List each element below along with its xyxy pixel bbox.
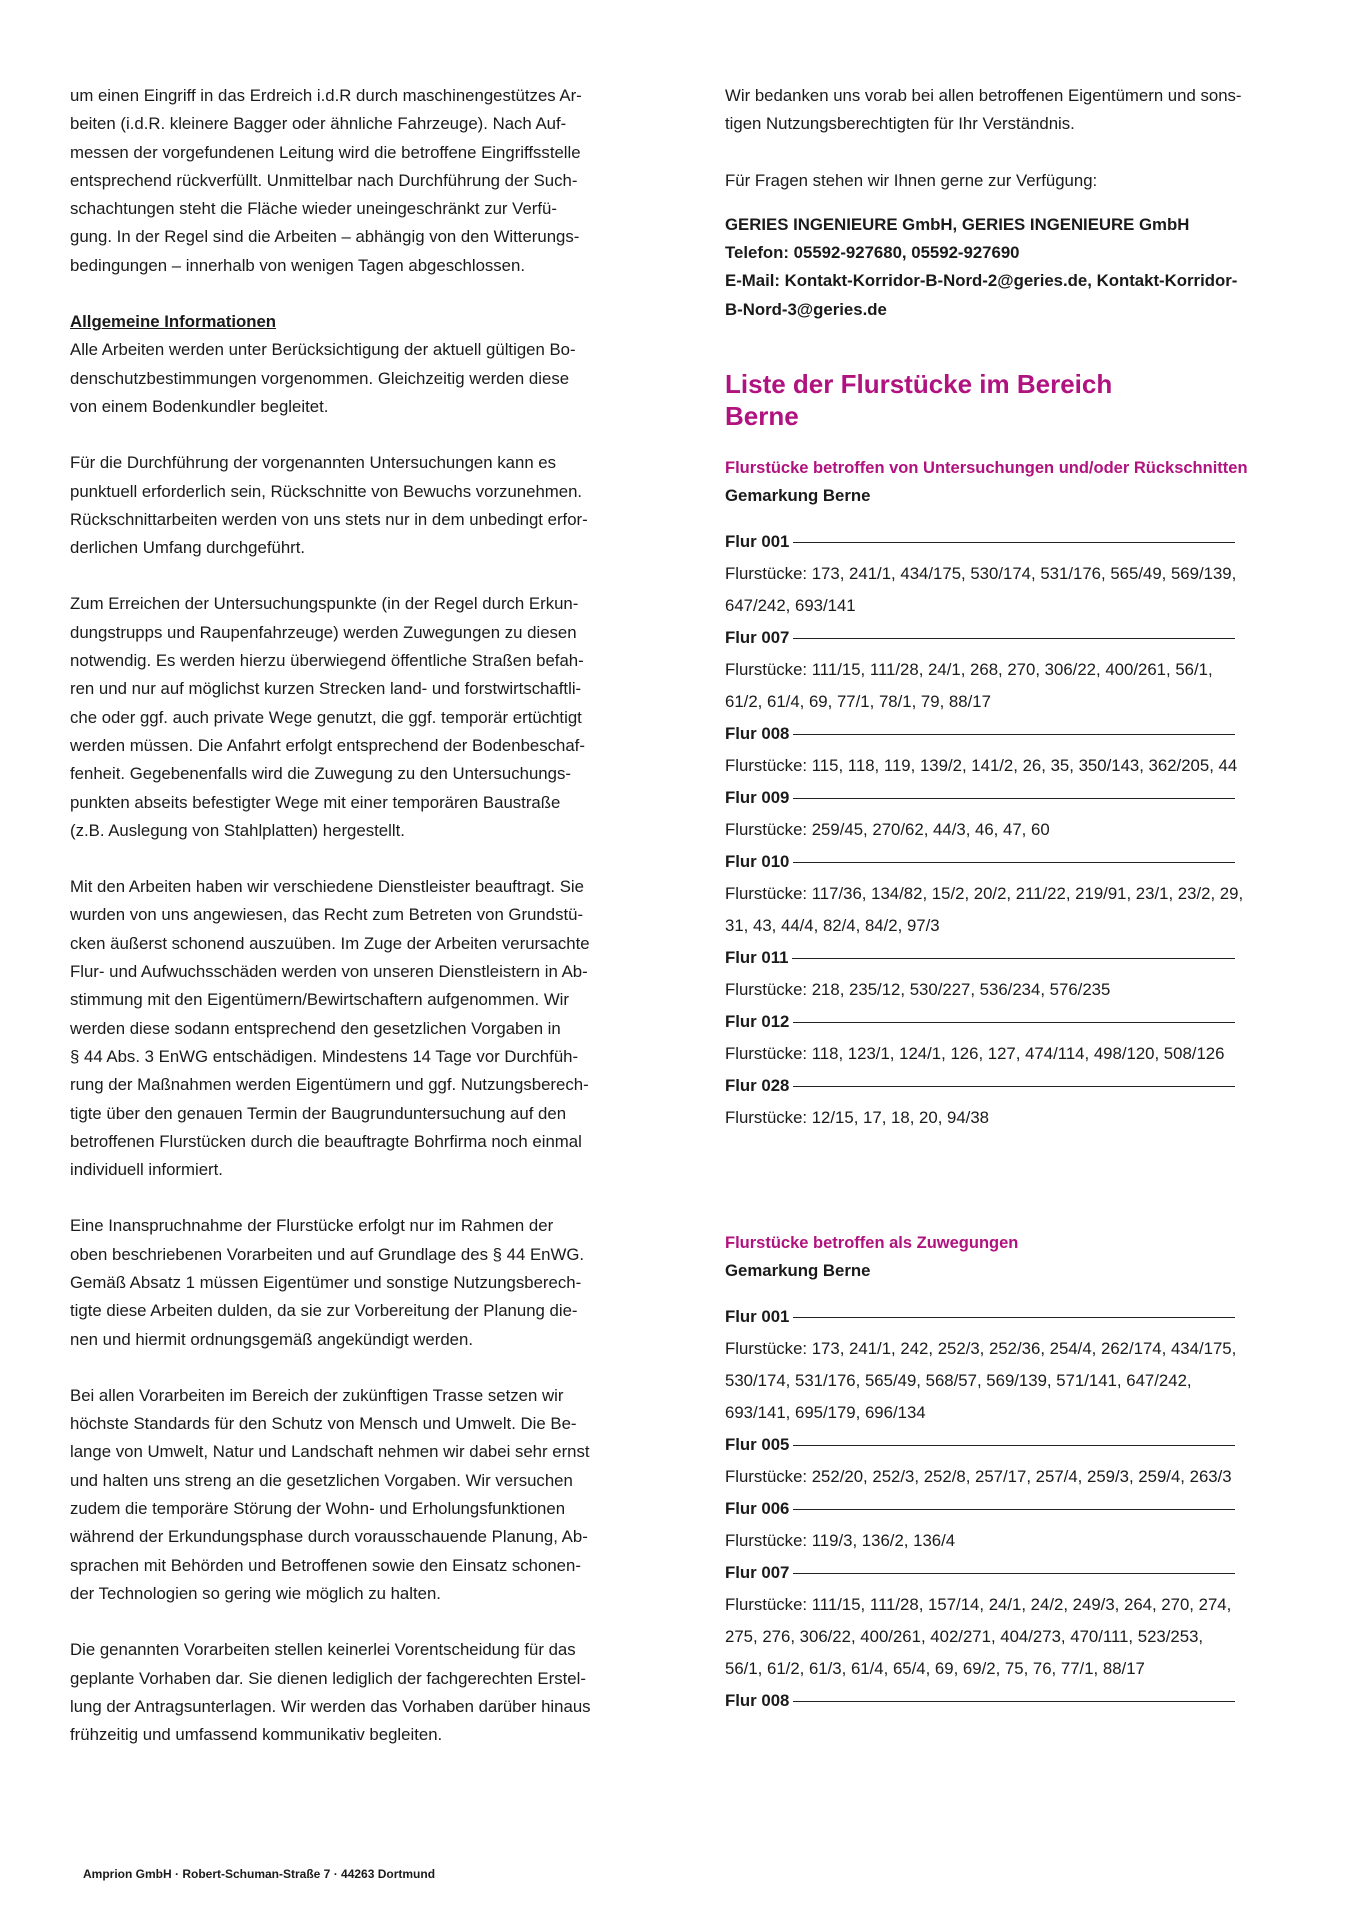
flur-divider <box>793 1509 1235 1510</box>
left-column <box>70 82 645 1777</box>
text-line: dungstrupps und Raupenfahrzeuge) werden Zuwegungen zu diesen <box>70 622 577 642</box>
flur-heading <box>725 846 1235 878</box>
text-line: beiten (i.d.R. kleinere Bagger oder ähnliche Fahrzeuge). Nach Auf- <box>70 114 567 134</box>
text-line: höchste Standards für den Schutz von Mensch und Umwelt. Die Be- <box>70 1414 577 1434</box>
contact-block <box>725 211 1310 324</box>
text-line: Wir bedanken uns vorab bei allen betroffenen Eigentümern und sons- <box>725 86 1242 105</box>
flur-heading <box>725 1557 1235 1589</box>
text-line: der Technologien so gering wie möglich zu halten. <box>70 1583 441 1603</box>
text-line: frühzeitig und umfassend kommunikativ begleiten. <box>70 1725 443 1745</box>
questions-text: Für Fragen stehen wir Ihnen gerne zur Verfügung: <box>725 170 1098 190</box>
flur-parcels <box>725 974 1310 1006</box>
text-line: betroffenen Flurstücken durch die beauftragte Bohrfirma noch einmal <box>70 1131 582 1151</box>
flur-name: Flur 007 <box>725 1563 790 1583</box>
flur-parcels <box>725 1589 1310 1685</box>
text-line: werden diese sodann entsprechend den gesetzlichen Vorgaben in <box>70 1018 561 1038</box>
text-line: wurden von uns angewiesen, das Recht zum Betreten von Grundstü- <box>70 905 584 925</box>
paragraph-environment <box>70 1382 645 1608</box>
parcel-line: Flurstücke: 252/20, 252/3, 252/8, 257/17, 257/4, 259/3, 259/4, 263/3 <box>725 1467 1232 1487</box>
text-line: che oder ggf. auch private Wege genutzt, die ggf. temporär ertüchtigt <box>70 707 582 727</box>
text-line: Telefon: 05592-927680, 05592-927690 <box>725 243 1020 263</box>
flur-name: Flur 010 <box>725 852 790 872</box>
flur-divider <box>793 862 1235 863</box>
text-line: (z.B. Auslegung von Stahlplatten) hergestellt. <box>70 820 405 840</box>
text-line: lung der Antragsunterlagen. Wir werden das Vorhaben darüber hinaus <box>70 1696 591 1716</box>
parcel-line: 647/242, 693/141 <box>725 596 856 616</box>
text-line: werden müssen. Die Anfahrt erfolgt entsprechend der Bodenbeschaf- <box>70 735 585 755</box>
paragraph-excavation <box>70 82 645 280</box>
flur-name: Flur 006 <box>725 1499 790 1519</box>
section-access <box>725 1229 1310 1717</box>
parcel-line: Flurstücke: 173, 241/1, 434/175, 530/174, 531/176, 565/49, 569/139, <box>725 564 1237 584</box>
flur-divider <box>793 1317 1235 1318</box>
flur-divider <box>792 958 1235 959</box>
flur-parcels <box>725 1333 1310 1429</box>
text-line: Alle Arbeiten werden unter Berücksichtigung der aktuell gültigen Bo- <box>70 340 576 360</box>
paragraph-service-providers <box>70 873 645 1184</box>
paragraph-access-routes <box>70 590 645 845</box>
text-line: und halten uns streng an die gesetzlichen Vorgaben. Wir versuchen <box>70 1470 573 1490</box>
text-line: Die genannten Vorarbeiten stellen keinerlei Vorentscheidung für das <box>70 1640 576 1660</box>
flur-divider <box>793 638 1235 639</box>
flur-parcels <box>725 1461 1310 1493</box>
paragraph-cutbacks <box>70 449 645 562</box>
flur-name: Flur 011 <box>725 948 789 968</box>
text-line: tigte über den genauen Termin der Baugrunduntersuchung auf den <box>70 1103 567 1123</box>
text-line: schachtungen steht die Fläche wieder uneingeschränkt zur Verfü- <box>70 199 557 219</box>
text-line: E-Mail: Kontakt-Korridor-B-Nord-2@geries.de, Kontakt-Korridor- <box>725 271 1238 291</box>
paragraph-thanks <box>725 82 1310 139</box>
paragraph-general-info <box>70 308 645 421</box>
text-line: rung der Maßnahmen werden Eigentümern und ggf. Nutzungsberech- <box>70 1075 589 1095</box>
parcel-line: Flurstücke: 111/15, 111/28, 24/1, 268, 270, 306/22, 400/261, 56/1, <box>725 660 1213 680</box>
paragraph-legal-basis <box>70 1212 645 1353</box>
flur-parcels <box>725 558 1310 622</box>
section-investigations <box>725 454 1310 1134</box>
flur-name: Flur 009 <box>725 788 790 808</box>
flur-parcels <box>725 1525 1310 1557</box>
flur-parcels <box>725 1102 1310 1134</box>
text-line: B-Nord-3@geries.de <box>725 299 887 319</box>
text-line: Flur- und Aufwuchsschäden werden von unseren Dienstleistern in Ab- <box>70 962 588 982</box>
section-investigations-title: Flurstücke betroffen von Untersuchungen und/oder Rückschnitten <box>725 459 1248 478</box>
paragraph-questions <box>725 167 1310 195</box>
parcel-line: 56/1, 61/2, 61/3, 61/4, 65/4, 69, 69/2, 75, 76, 77/1, 88/17 <box>725 1659 1145 1679</box>
footer-address: Amprion GmbH · Robert-Schuman-Straße 7 · 44263 Dortmund <box>83 1867 436 1881</box>
flur-divider <box>793 1701 1235 1702</box>
flur-heading <box>725 1070 1235 1102</box>
flur-divider <box>793 542 1235 543</box>
parcel-line: 31, 43, 44/4, 82/4, 84/2, 97/3 <box>725 916 940 936</box>
text-line: tigen Nutzungsberechtigten für Ihr Verständnis. <box>725 114 1075 134</box>
flur-name: Flur 008 <box>725 1691 790 1711</box>
flur-heading <box>725 526 1235 558</box>
text-line: Gemäß Absatz 1 müssen Eigentümer und sonstige Nutzungsberech- <box>70 1272 582 1292</box>
flur-heading <box>725 1685 1235 1717</box>
text-line: § 44 Abs. 3 EnWG entschädigen. Mindestens 14 Tage vor Durchfüh- <box>70 1046 579 1066</box>
flur-heading <box>725 1006 1235 1038</box>
flur-heading <box>725 1301 1235 1333</box>
flur-parcels <box>725 750 1310 782</box>
parcel-line: 530/174, 531/176, 565/49, 568/57, 569/139, 571/141, 647/242, <box>725 1371 1192 1391</box>
paragraph-no-decision <box>70 1636 645 1749</box>
flur-heading <box>725 622 1235 654</box>
flur-list-access <box>725 1301 1310 1717</box>
text-line: derlichen Umfang durchgeführt. <box>70 538 306 558</box>
text-line: Zum Erreichen der Untersuchungspunkte (in der Regel durch Erkun- <box>70 594 579 614</box>
flur-divider <box>793 1086 1235 1087</box>
text-line: Für die Durchführung der vorgenannten Untersuchungen kann es <box>70 453 557 473</box>
flur-heading <box>725 1429 1235 1461</box>
text-line: bedingungen – innerhalb von wenigen Tagen abgeschlossen. <box>70 255 526 275</box>
flur-parcels <box>725 654 1310 718</box>
section-access-gemarkung: Gemarkung Berne <box>725 1261 871 1281</box>
flur-divider <box>793 1022 1235 1023</box>
general-info-text <box>70 336 645 421</box>
flur-parcels <box>725 814 1310 846</box>
text-line: zudem die temporäre Störung der Wohn- und Erholungsfunktionen <box>70 1499 566 1519</box>
section-investigations-gemarkung: Gemarkung Berne <box>725 486 871 506</box>
text-line: sprachen mit Behörden und Betroffenen sowie den Einsatz schonen- <box>70 1555 581 1575</box>
parcel-line: Flurstücke: 118, 123/1, 124/1, 126, 127, 474/114, 498/120, 508/126 <box>725 1044 1225 1064</box>
text-line: tigte diese Arbeiten dulden, da sie zur Vorbereitung der Planung die- <box>70 1301 578 1321</box>
parcel-line: Flurstücke: 259/45, 270/62, 44/3, 46, 47, 60 <box>725 820 1050 840</box>
parcel-line: Flurstücke: 115, 118, 119, 139/2, 141/2, 26, 35, 350/143, 362/205, 44 <box>725 756 1238 776</box>
section-heading-general-info: Allgemeine Informationen <box>70 312 277 332</box>
flur-name: Flur 008 <box>725 724 790 744</box>
text-line: notwendig. Es werden hierzu überwiegend öffentliche Straßen befah- <box>70 651 584 671</box>
text-line: Eine Inanspruchnahme der Flurstücke erfolgt nur im Rahmen der <box>70 1216 554 1236</box>
parcel-line: 275, 276, 306/22, 400/261, 402/271, 404/273, 470/111, 523/253, <box>725 1627 1204 1647</box>
parcel-line: Flurstücke: 218, 235/12, 530/227, 536/234, 576/235 <box>725 980 1111 1000</box>
text-line: nen und hiermit ordnungsgemäß angekündigt werden. <box>70 1329 474 1349</box>
text-line: gung. In der Regel sind die Arbeiten – abhängig von den Witterungs- <box>70 227 580 247</box>
text-line: um einen Eingriff in das Erdreich i.d.R durch maschinengestützes Ar- <box>70 86 582 105</box>
flur-divider <box>793 734 1235 735</box>
text-line: Berne <box>725 401 799 432</box>
flur-name: Flur 007 <box>725 628 790 648</box>
parcel-line: 693/141, 695/179, 696/134 <box>725 1403 926 1423</box>
flur-parcels <box>725 878 1310 942</box>
text-line: cken äußerst schonend auszuüben. Im Zuge der Arbeiten verursachte <box>70 933 590 953</box>
flur-name: Flur 001 <box>725 1307 790 1327</box>
parcel-line: Flurstücke: 12/15, 17, 18, 20, 94/38 <box>725 1108 990 1128</box>
text-line: stimmung mit den Eigentümern/Bewirtschaftern aufgenommen. Wir <box>70 990 569 1010</box>
text-line: punkten abseits befestigter Wege mit einer temporären Baustraße <box>70 792 561 812</box>
flur-name: Flur 028 <box>725 1076 790 1096</box>
flur-heading <box>725 718 1235 750</box>
parcel-line: 61/2, 61/4, 69, 77/1, 78/1, 79, 88/17 <box>725 692 991 712</box>
text-line: entsprechend rückverfüllt. Unmittelbar nach Durchführung der Such- <box>70 170 578 190</box>
text-line: ren und nur auf möglichst kurzen Strecken land- und forstwirtschaftli- <box>70 679 582 699</box>
parcel-line: Flurstücke: 173, 241/1, 242, 252/3, 252/36, 254/4, 262/174, 434/175, <box>725 1339 1237 1359</box>
flur-divider <box>793 1445 1235 1446</box>
parcel-line: Flurstücke: 119/3, 136/2, 136/4 <box>725 1531 956 1551</box>
list-title <box>725 368 1310 432</box>
text-line: Liste der Flurstücke im Bereich <box>725 369 1113 400</box>
text-line: GERIES INGENIEURE GmbH, GERIES INGENIEURE GmbH <box>725 214 1190 234</box>
text-line: Mit den Arbeiten haben wir verschiedene Dienstleister beauftragt. Sie <box>70 877 584 897</box>
text-line: während der Erkundungsphase durch vorausschauende Planung, Ab- <box>70 1527 588 1547</box>
flur-name: Flur 012 <box>725 1012 790 1032</box>
flur-parcels <box>725 1038 1310 1070</box>
text-line: fenheit. Gegebenenfalls wird die Zuwegung zu den Untersuchungs- <box>70 764 571 784</box>
text-line: lange von Umwelt, Natur und Landschaft nehmen wir dabei sehr ernst <box>70 1442 590 1462</box>
flur-name: Flur 001 <box>725 532 790 552</box>
text-line: oben beschriebenen Vorarbeiten und auf Grundlage des § 44 EnWG. <box>70 1244 585 1264</box>
text-line: geplante Vorhaben dar. Sie dienen lediglich der fachgerechten Erstel- <box>70 1668 586 1688</box>
section-access-title: Flurstücke betroffen als Zuwegungen <box>725 1234 1019 1253</box>
parcel-line: Flurstücke: 111/15, 111/28, 157/14, 24/1, 24/2, 249/3, 264, 270, 274, <box>725 1595 1232 1615</box>
flur-heading <box>725 942 1235 974</box>
flur-divider <box>793 798 1235 799</box>
text-line: individuell informiert. <box>70 1160 223 1180</box>
right-column <box>725 82 1310 1717</box>
flur-name: Flur 005 <box>725 1435 790 1455</box>
text-line: messen der vorgefundenen Leitung wird die betroffene Eingriffsstelle <box>70 142 581 162</box>
flur-heading <box>725 782 1235 814</box>
flur-heading <box>725 1493 1235 1525</box>
text-line: Rückschnittarbeiten werden von uns stets nur in dem unbedingt erfor- <box>70 509 588 529</box>
flur-divider <box>793 1573 1235 1574</box>
text-line: denschutzbestimmungen vorgenommen. Gleichzeitig werden diese <box>70 368 570 388</box>
text-line: punktuell erforderlich sein, Rückschnitte von Bewuchs vorzunehmen. <box>70 481 583 501</box>
text-line: von einem Bodenkundler begleitet. <box>70 396 329 416</box>
parcel-line: Flurstücke: 117/36, 134/82, 15/2, 20/2, 211/22, 219/91, 23/1, 23/2, 29, <box>725 884 1244 904</box>
text-line: Bei allen Vorarbeiten im Bereich der zukünftigen Trasse setzen wir <box>70 1385 564 1405</box>
flur-list-investigations <box>725 526 1310 1134</box>
